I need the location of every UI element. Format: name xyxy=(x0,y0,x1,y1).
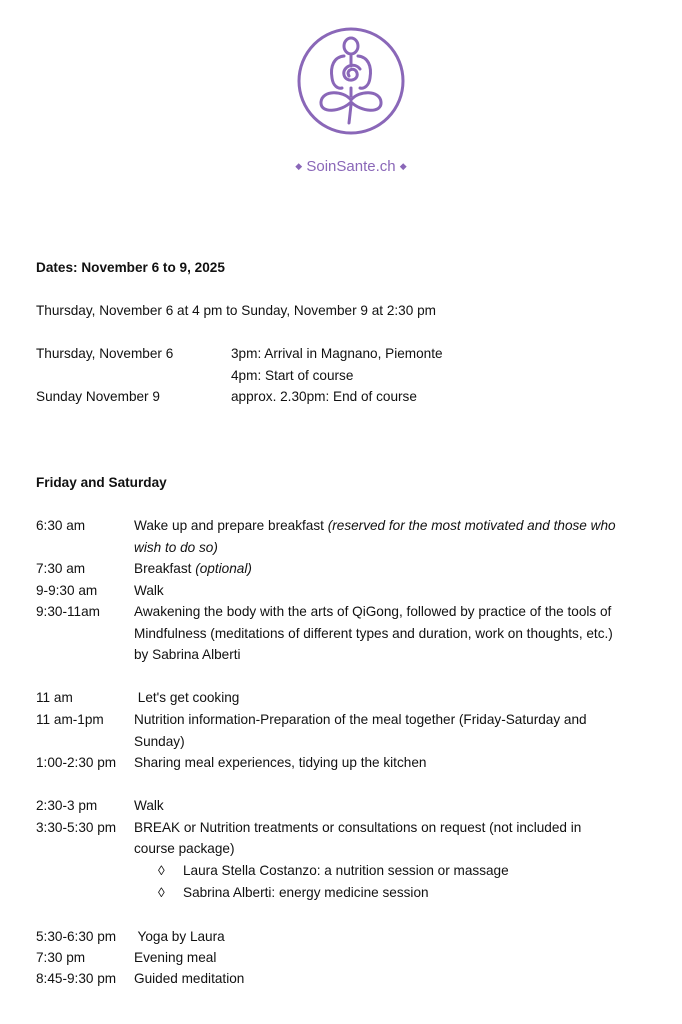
schedule-desc: Walk xyxy=(134,583,164,598)
schedule-desc: course package) xyxy=(134,841,235,856)
schedule-time: 1:00-2:30 pm xyxy=(36,755,117,770)
bullet-item: Sabrina Alberti: energy medicine session xyxy=(183,885,429,900)
schedule-time: 5:30-6:30 pm xyxy=(36,929,117,944)
schedule-desc: Awakening the body with the arts of QiGong, followed by practice of the tools of xyxy=(134,604,612,619)
brand-wordmark xyxy=(283,157,419,176)
schedule-desc: Sharing meal experiences, tidying up the kitchen xyxy=(134,755,427,770)
brand-name: SoinSante.ch xyxy=(306,158,396,175)
date-row-text: 4pm: Start of course xyxy=(231,368,354,383)
date-row-day: Thursday, November 6 xyxy=(36,346,174,361)
schedule-heading: Friday and Saturday xyxy=(36,475,167,490)
schedule-time: 3:30-5:30 pm xyxy=(36,820,117,835)
diamond-right-icon: ◆ xyxy=(399,161,407,171)
schedule-time: 7:30 am xyxy=(36,561,86,576)
schedule-desc: by Sabrina Alberti xyxy=(134,647,241,662)
diamond-left-icon: ◆ xyxy=(295,161,303,171)
dates-heading: Dates: November 6 to 9, 2025 xyxy=(36,260,225,275)
schedule-desc: Sunday) xyxy=(134,734,185,749)
schedule-desc: BREAK or Nutrition treatments or consultations on request (not included in xyxy=(134,820,582,835)
schedule-desc: Yoga by Laura xyxy=(134,929,225,944)
schedule-desc: Breakfast (optional) xyxy=(134,561,252,576)
schedule-desc: Nutrition information-Preparation of the meal together (Friday-Saturday and xyxy=(134,712,587,727)
dates-summary: Thursday, November 6 at 4 pm to Sunday, November 9 at 2:30 pm xyxy=(36,303,436,318)
schedule-desc: Walk xyxy=(134,798,164,813)
schedule-time: 7:30 pm xyxy=(36,950,86,965)
diamond-bullet-icon: ◊ xyxy=(158,863,165,878)
date-row-day: Sunday November 9 xyxy=(36,389,160,404)
brand-logo xyxy=(283,26,419,175)
schedule-time: 2:30-3 pm xyxy=(36,798,98,813)
diamond-bullet-icon: ◊ xyxy=(158,885,165,900)
date-row-text: 3pm: Arrival in Magnano, Piemonte xyxy=(231,346,443,361)
schedule-desc: wish to do so) xyxy=(134,540,218,555)
meditation-figure-icon xyxy=(296,26,406,136)
schedule-time: 6:30 am xyxy=(36,518,86,533)
schedule-desc: Mindfulness (meditations of different types and duration, work on thoughts, etc.) xyxy=(134,626,613,641)
schedule-desc: Let's get cooking xyxy=(134,690,240,705)
schedule-time: 8:45-9:30 pm xyxy=(36,971,117,986)
schedule-time: 11 am xyxy=(36,690,73,705)
schedule-time: 11 am-1pm xyxy=(36,712,104,727)
schedule-desc: Evening meal xyxy=(134,950,217,965)
schedule-time: 9:30-11am xyxy=(36,604,100,619)
bullet-item: Laura Stella Costanzo: a nutrition session or massage xyxy=(183,863,509,878)
schedule-desc: Guided meditation xyxy=(134,971,245,986)
schedule-desc: Wake up and prepare breakfast (reserved for the most motivated and those who xyxy=(134,518,616,533)
schedule-time: 9-9:30 am xyxy=(36,583,98,598)
date-row-text: approx. 2.30pm: End of course xyxy=(231,389,417,404)
